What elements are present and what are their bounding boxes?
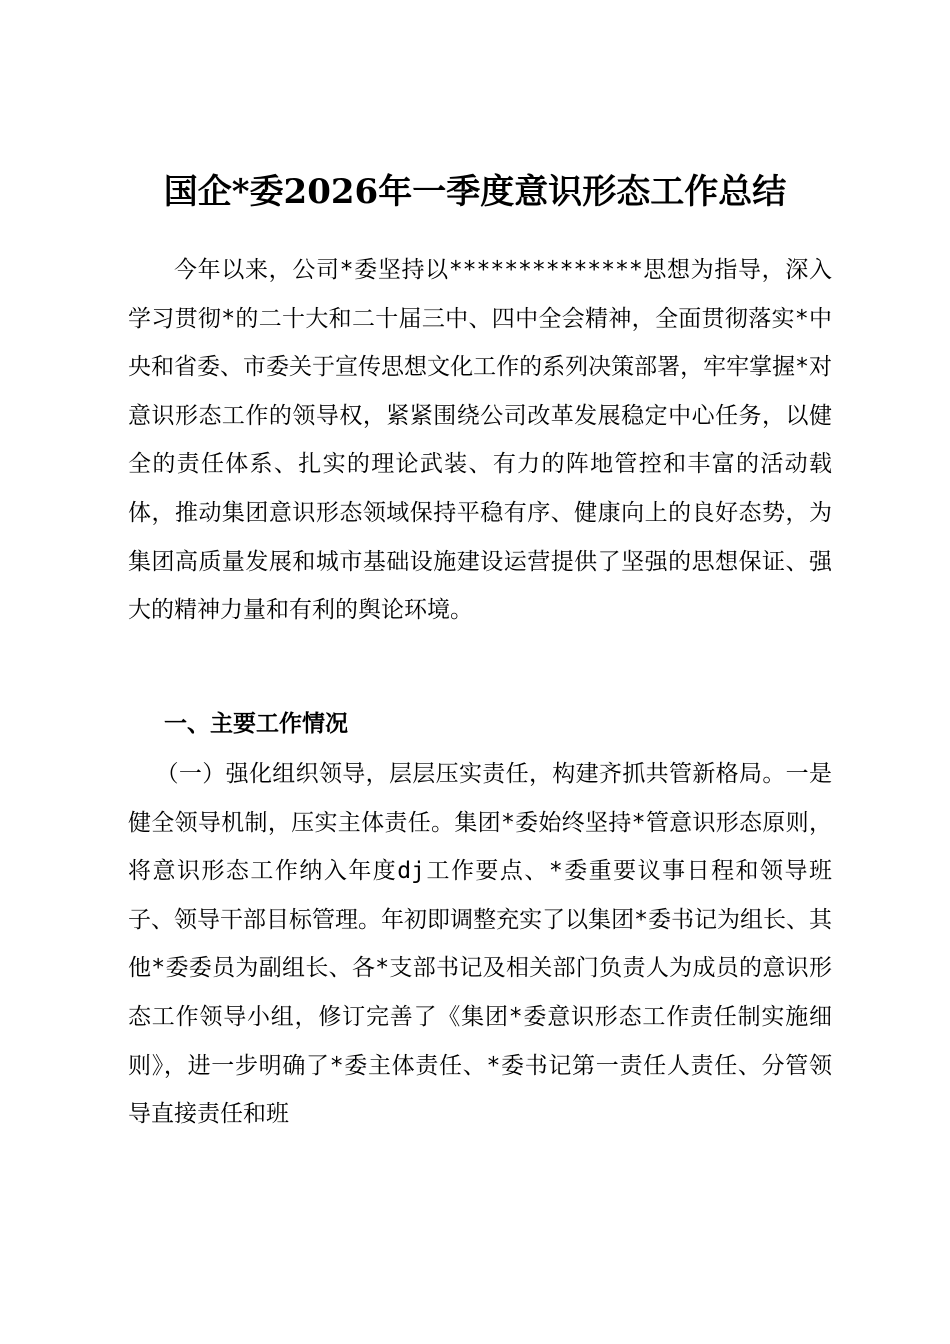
intro-paragraph: 今年以来，公司*委坚持以**************思想为指导，深入学习贯彻*的二十大和二十届三中、四中全会精神，全面贯彻落实*中央和省委、市委关于宣传思想文化工作的系列决策部署，牢牢掌握*对意识形态工作的领导权，紧紧围绕公司改革发展稳定中心任务，以健全的责任体系、扎实的理论武装、有力的阵地管控和丰富的活动载体，推动集团意识形态领域保持平稳有序、健康向上的良好态势，为集团高质量发展和城市基础设施建设运营提供了坚强的思想保证、强大的精神力量和有利的舆论环境。 [128,257,832,624]
section-heading: 一、主要工作情况 [164,711,348,737]
section-paragraph: （一）强化组织领导，层层压实责任，构建齐抓共管新格局。一是健全领导机制，压实主体责任。集团*委始终坚持*管意识形态原则，将意识形态工作纳入年度dj工作要点、*委重要议事日程和领导班子、领导干部目标管理。年初即调整充实了以集团*委书记为组长、其他*委委员为副组长、各*支部书记及相关部门负责人为成员的意识形态工作领导小组，修订完善了《集团*委意识形态工作责任制实施细则》，进一步明确了*委主体责任、*委书记第一责任人责任、分管领导直接责任和班 [128,761,832,1128]
document-title: 国企*委2026年一季度意识形态工作总结 [163,172,787,212]
